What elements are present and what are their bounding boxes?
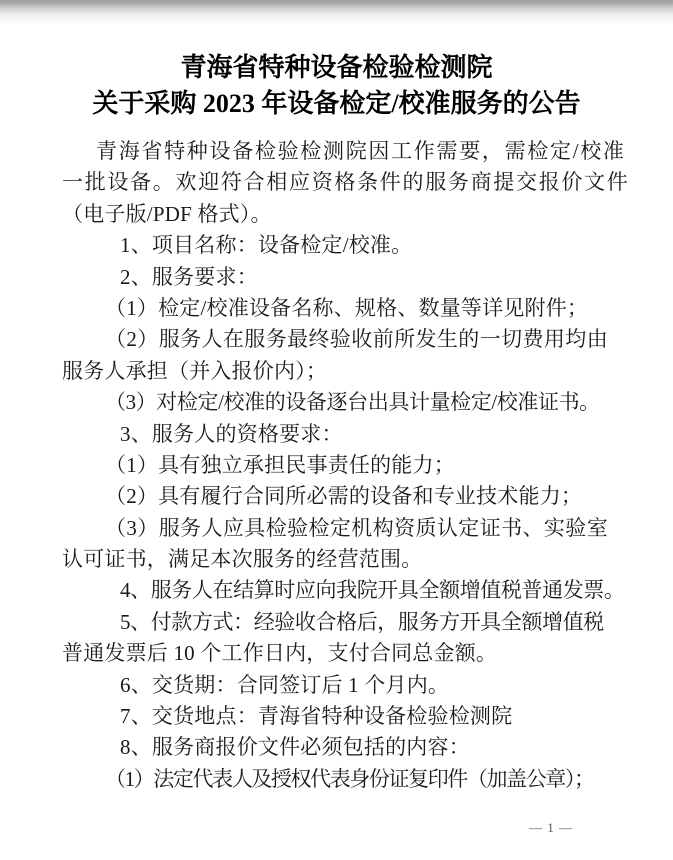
body-line: 青海省特种设备检验检测院因工作需要，需检定/校准 bbox=[96, 139, 626, 163]
body-line: （1）检定/校准设备名称、规格、数量等详见附件； bbox=[105, 295, 589, 320]
body-line: 6、交货期：合同签订后 1 个月内。 bbox=[120, 672, 450, 697]
body-line: 一批设备。欢迎符合相应资格条件的服务商提交报价文件 bbox=[62, 170, 630, 195]
body-line: 服务人承担（并入报价内）； bbox=[62, 358, 328, 383]
document-body bbox=[62, 136, 630, 795]
body-line: 8、服务商报价文件必须包括的内容： bbox=[120, 735, 470, 760]
body-line: （1）具有独立承担民事责任的能力； bbox=[105, 452, 455, 477]
body-line: （3）对检定/校准的设备逐台出具计量检定/校准证书。 bbox=[105, 390, 600, 415]
body-line: （3）服务人应具检验检定机构资质认定证书、实验室 bbox=[105, 515, 609, 540]
body-line: （电子版/PDF 格式）。 bbox=[62, 201, 272, 226]
body-line: 5、付款方式：经验收合格后，服务方开具全额增值税 bbox=[120, 609, 604, 634]
body-line: （2）服务人在服务最终验收前所发生的一切费用均由 bbox=[105, 327, 609, 352]
page-number: — 1 — bbox=[529, 820, 573, 835]
document-title bbox=[0, 0, 673, 122]
body-line: 7、交货地点：青海省特种设备检验检测院 bbox=[120, 704, 513, 729]
body-line: 3、服务人的资格要求： bbox=[120, 421, 343, 446]
body-line: （2）具有履行合同所必需的设备和专业技术能力； bbox=[105, 484, 583, 509]
body-line: 1、项目名称：设备检定/校准。 bbox=[120, 233, 413, 258]
document-title-line-2: 关于采购 2023 年设备检定/校准服务的公告 bbox=[92, 89, 581, 118]
body-line: 2、服务要求： bbox=[120, 264, 258, 289]
body-line: 4、服务人在结算时应向我院开具全额增值税普通发票。 bbox=[120, 578, 625, 603]
body-line: 认可证书，满足本次服务的经营范围。 bbox=[62, 547, 423, 572]
body-line: （1）法定代表人及授权代表身份证复印件（加盖公章）； bbox=[105, 766, 594, 791]
document-title-line-1: 青海省特种设备检验检测院 bbox=[180, 53, 493, 82]
body-line: 普通发票后 10 个工作日内，支付合同总金额。 bbox=[62, 641, 498, 666]
